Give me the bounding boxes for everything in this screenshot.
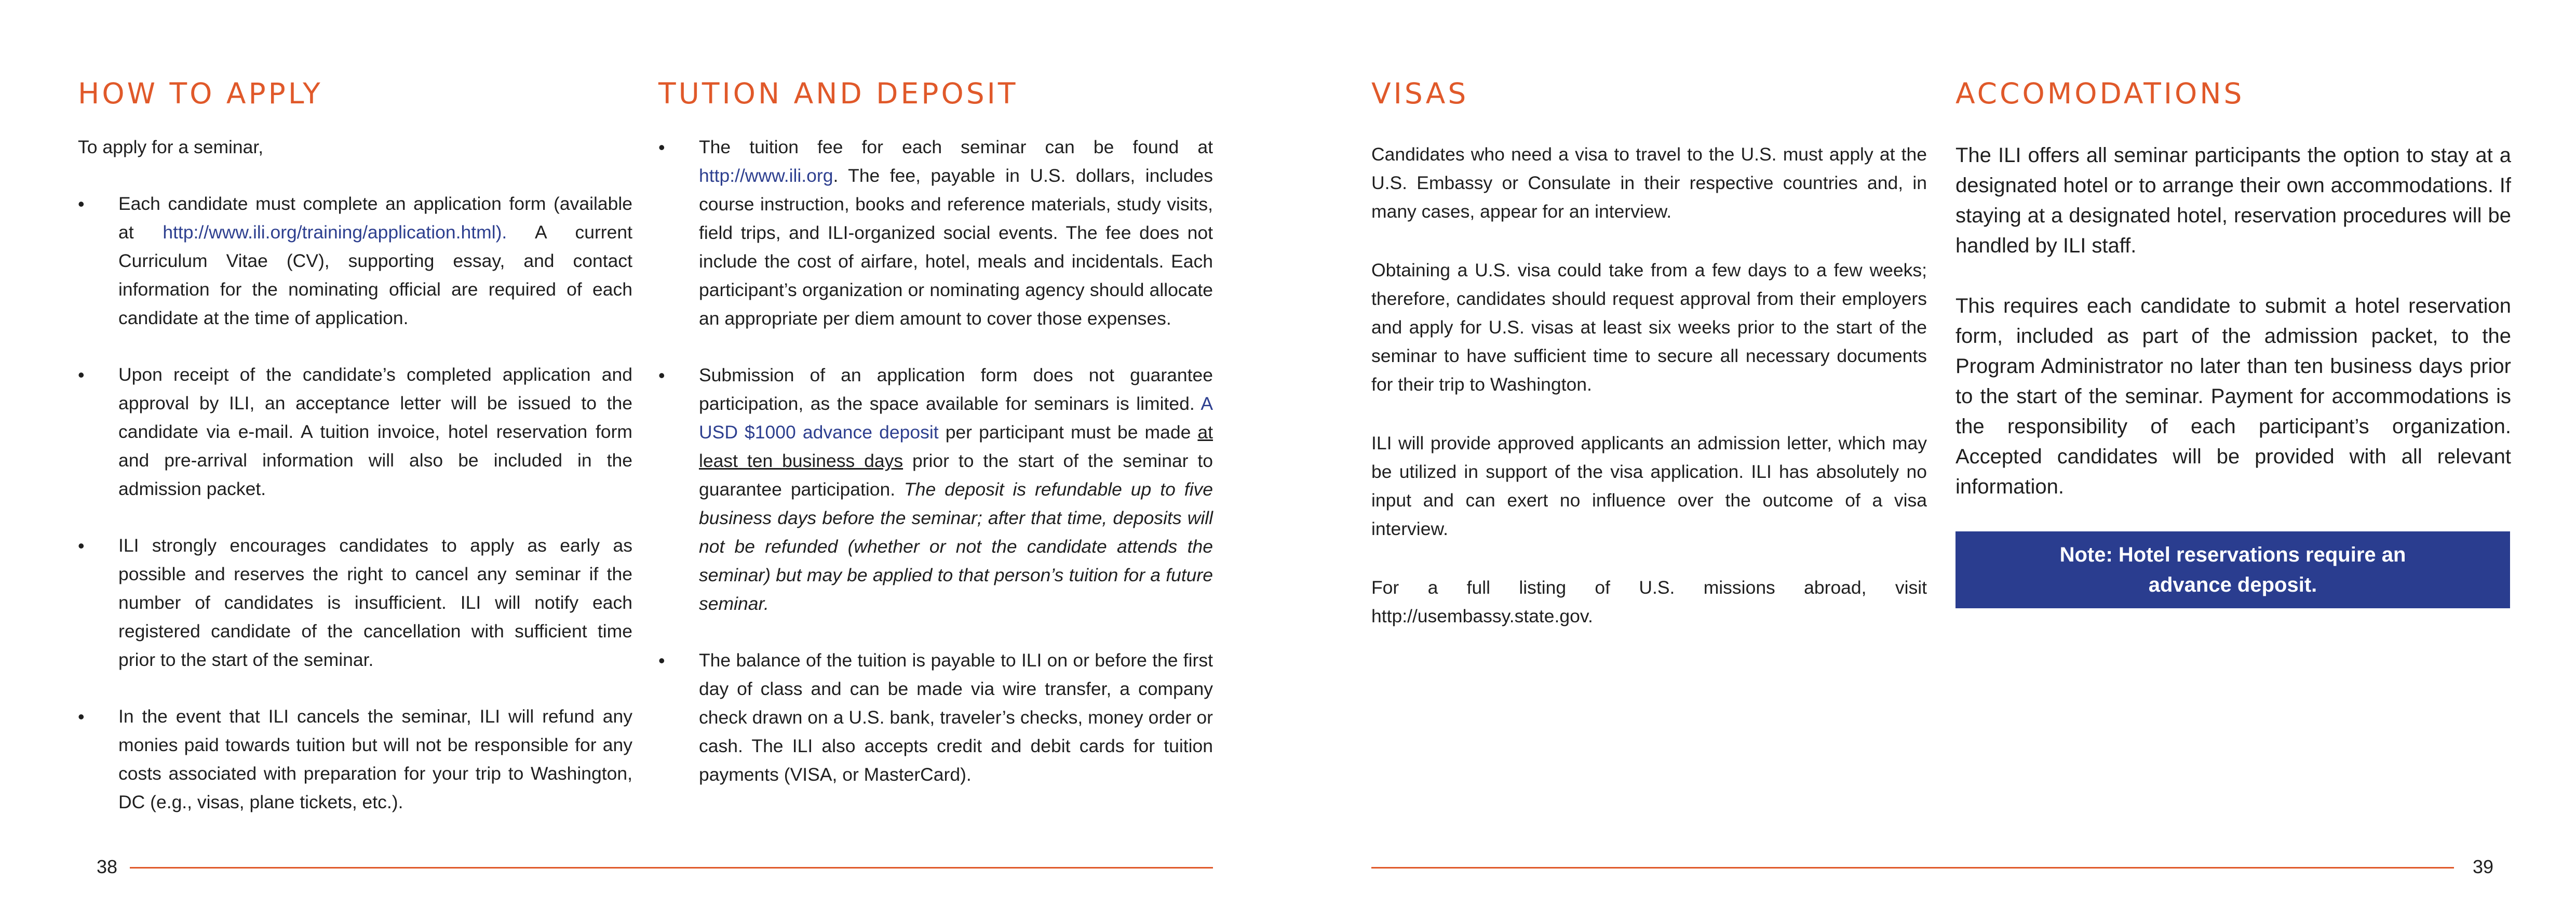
visas-section <box>1371 140 1927 631</box>
list-item-text: prior to the start of the seminar to guarantee participation. <box>699 450 1213 500</box>
refund-policy-text: The deposit is refundable up to five business days before the seminar; after that time, deposits will not be refunded (whether or not the candidate attends the seminar) but may be applied to that person’s tuition for a future seminar. <box>699 479 1213 614</box>
list-item-text: Each candidate must complete an application form (available at <box>118 193 632 243</box>
list-item: • In the event that ILI cancels the seminar, ILI will refund any monies paid towards tuition but will not be responsible for any costs associated with preparation for your trip to Washington, DC (e.g., visas, plane tickets, etc.). <box>78 702 632 817</box>
tuition-section <box>658 133 1213 789</box>
how-to-apply-section <box>78 133 632 817</box>
visas-heading: VISAS <box>1371 77 1469 110</box>
accommodations-paragraph: This requires each candidate to submit a hotel reservation form, included as part of the admission packet, to the Program Administrator no later than ten business days prior to the start of the seminar. Payment for accommodations is the responsibility of each participant’s organization. Accepted candidates will be provided with all relevant information. <box>1955 295 2511 498</box>
list-item-text: The tuition fee for each seminar can be found at <box>699 137 1213 157</box>
how-to-apply-heading: HOW TO APPLY <box>78 77 323 110</box>
deposit-link[interactable]: A USD $1000 advance deposit <box>699 393 1213 443</box>
underlined-text: at least ten business days <box>699 422 1213 471</box>
page-number-right: 39 <box>2473 856 2494 877</box>
list-item: • Upon receipt of the candidate’s completed application and approval by ILI, an acceptance letter will be issued to the candidate via e-mail. A tuition invoice, hotel reservation form and pre-arrival information will also be included in the admission packet. <box>78 360 632 503</box>
list-item-text: . The fee, payable in U.S. dollars, includes course instruction, books and reference materials, study visits, field trips, and ILI-organized social events. The fee does not include the cost of airfare, hotel, meals and incidentals. Each participant’s organization or nominating agency should allocate an appropriate per diem amount to cover those expenses. <box>699 165 1213 329</box>
visas-paragraph: Candidates who need a visa to travel to the U.S. must apply at the U.S. Embassy or Consulate in their respective countries and, in many cases, appear for an interview. <box>1371 144 1927 222</box>
page-number-left: 38 <box>97 856 118 877</box>
visas-paragraph: ILI will provide approved applicants an admission letter, which may be utilized in support of the visa application. ILI has absolutely no input and can exert no influence over the outcome of a visa interview. <box>1371 433 1927 539</box>
note-text: Note: Hotel reservations require an advance deposit. <box>2059 543 2406 596</box>
accommodations-heading: ACCOMODATIONS <box>1955 77 2245 110</box>
list-item <box>658 361 1213 618</box>
visas-paragraph: Obtaining a U.S. visa could take from a few days to a few weeks; therefore, candidates should request approval from their employers and apply for U.S. visas at least six weeks prior to the start of the seminar to have sufficient time to secure all necessary documents for their trip to Washington. <box>1371 260 1927 395</box>
application-link[interactable]: http://www.ili.org/training/application.html). <box>163 222 507 243</box>
list-item-text: per participant must be made <box>938 422 1198 443</box>
list-item <box>658 133 1213 333</box>
list-item <box>78 190 632 332</box>
tuition-list <box>658 133 1213 789</box>
list-item: • The balance of the tuition is payable to ILI on or before the first day of class and can be made via wire transfer, a company check drawn on a U.S. bank, traveler’s checks, money order or cash. The ILI also accepts credit and debit cards for tuition payments (VISA, or MasterCard). <box>658 646 1213 789</box>
how-to-apply-intro: To apply for a seminar, <box>78 137 264 157</box>
tuition-heading: TUTION AND DEPOSIT <box>658 77 1018 110</box>
footer-rule-left <box>130 867 1213 869</box>
hotel-deposit-note <box>1955 531 2510 608</box>
list-item-text: Submission of an application form does not guarantee participation, as the space available for seminars is limited. <box>699 365 1213 414</box>
footer-rule-right <box>1371 867 2454 869</box>
list-item: • ILI strongly encourages candidates to apply as early as possible and reserves the right to cancel any seminar if the number of candidates is insufficient. ILI will notify each registered candidate of the cancellation with sufficient time prior to the start of the seminar. <box>78 531 632 674</box>
list-item-text: A current Curriculum Vitae (CV), supporting essay, and contact information for the nominating official are required of each candidate at the time of application. <box>118 222 632 328</box>
accommodations-section <box>1955 140 2511 502</box>
visas-paragraph: For a full listing of U.S. missions abroad, visit http://usembassy.state.gov. <box>1371 577 1927 626</box>
accommodations-paragraph: The ILI offers all seminar participants the option to stay at a designated hotel or to arrange their own accommodations. If staying at a designated hotel, reservation procedures will be handled by ILI staff. <box>1955 144 2511 257</box>
how-to-apply-list <box>78 190 632 817</box>
ili-link[interactable]: http://www.ili.org <box>699 165 833 186</box>
